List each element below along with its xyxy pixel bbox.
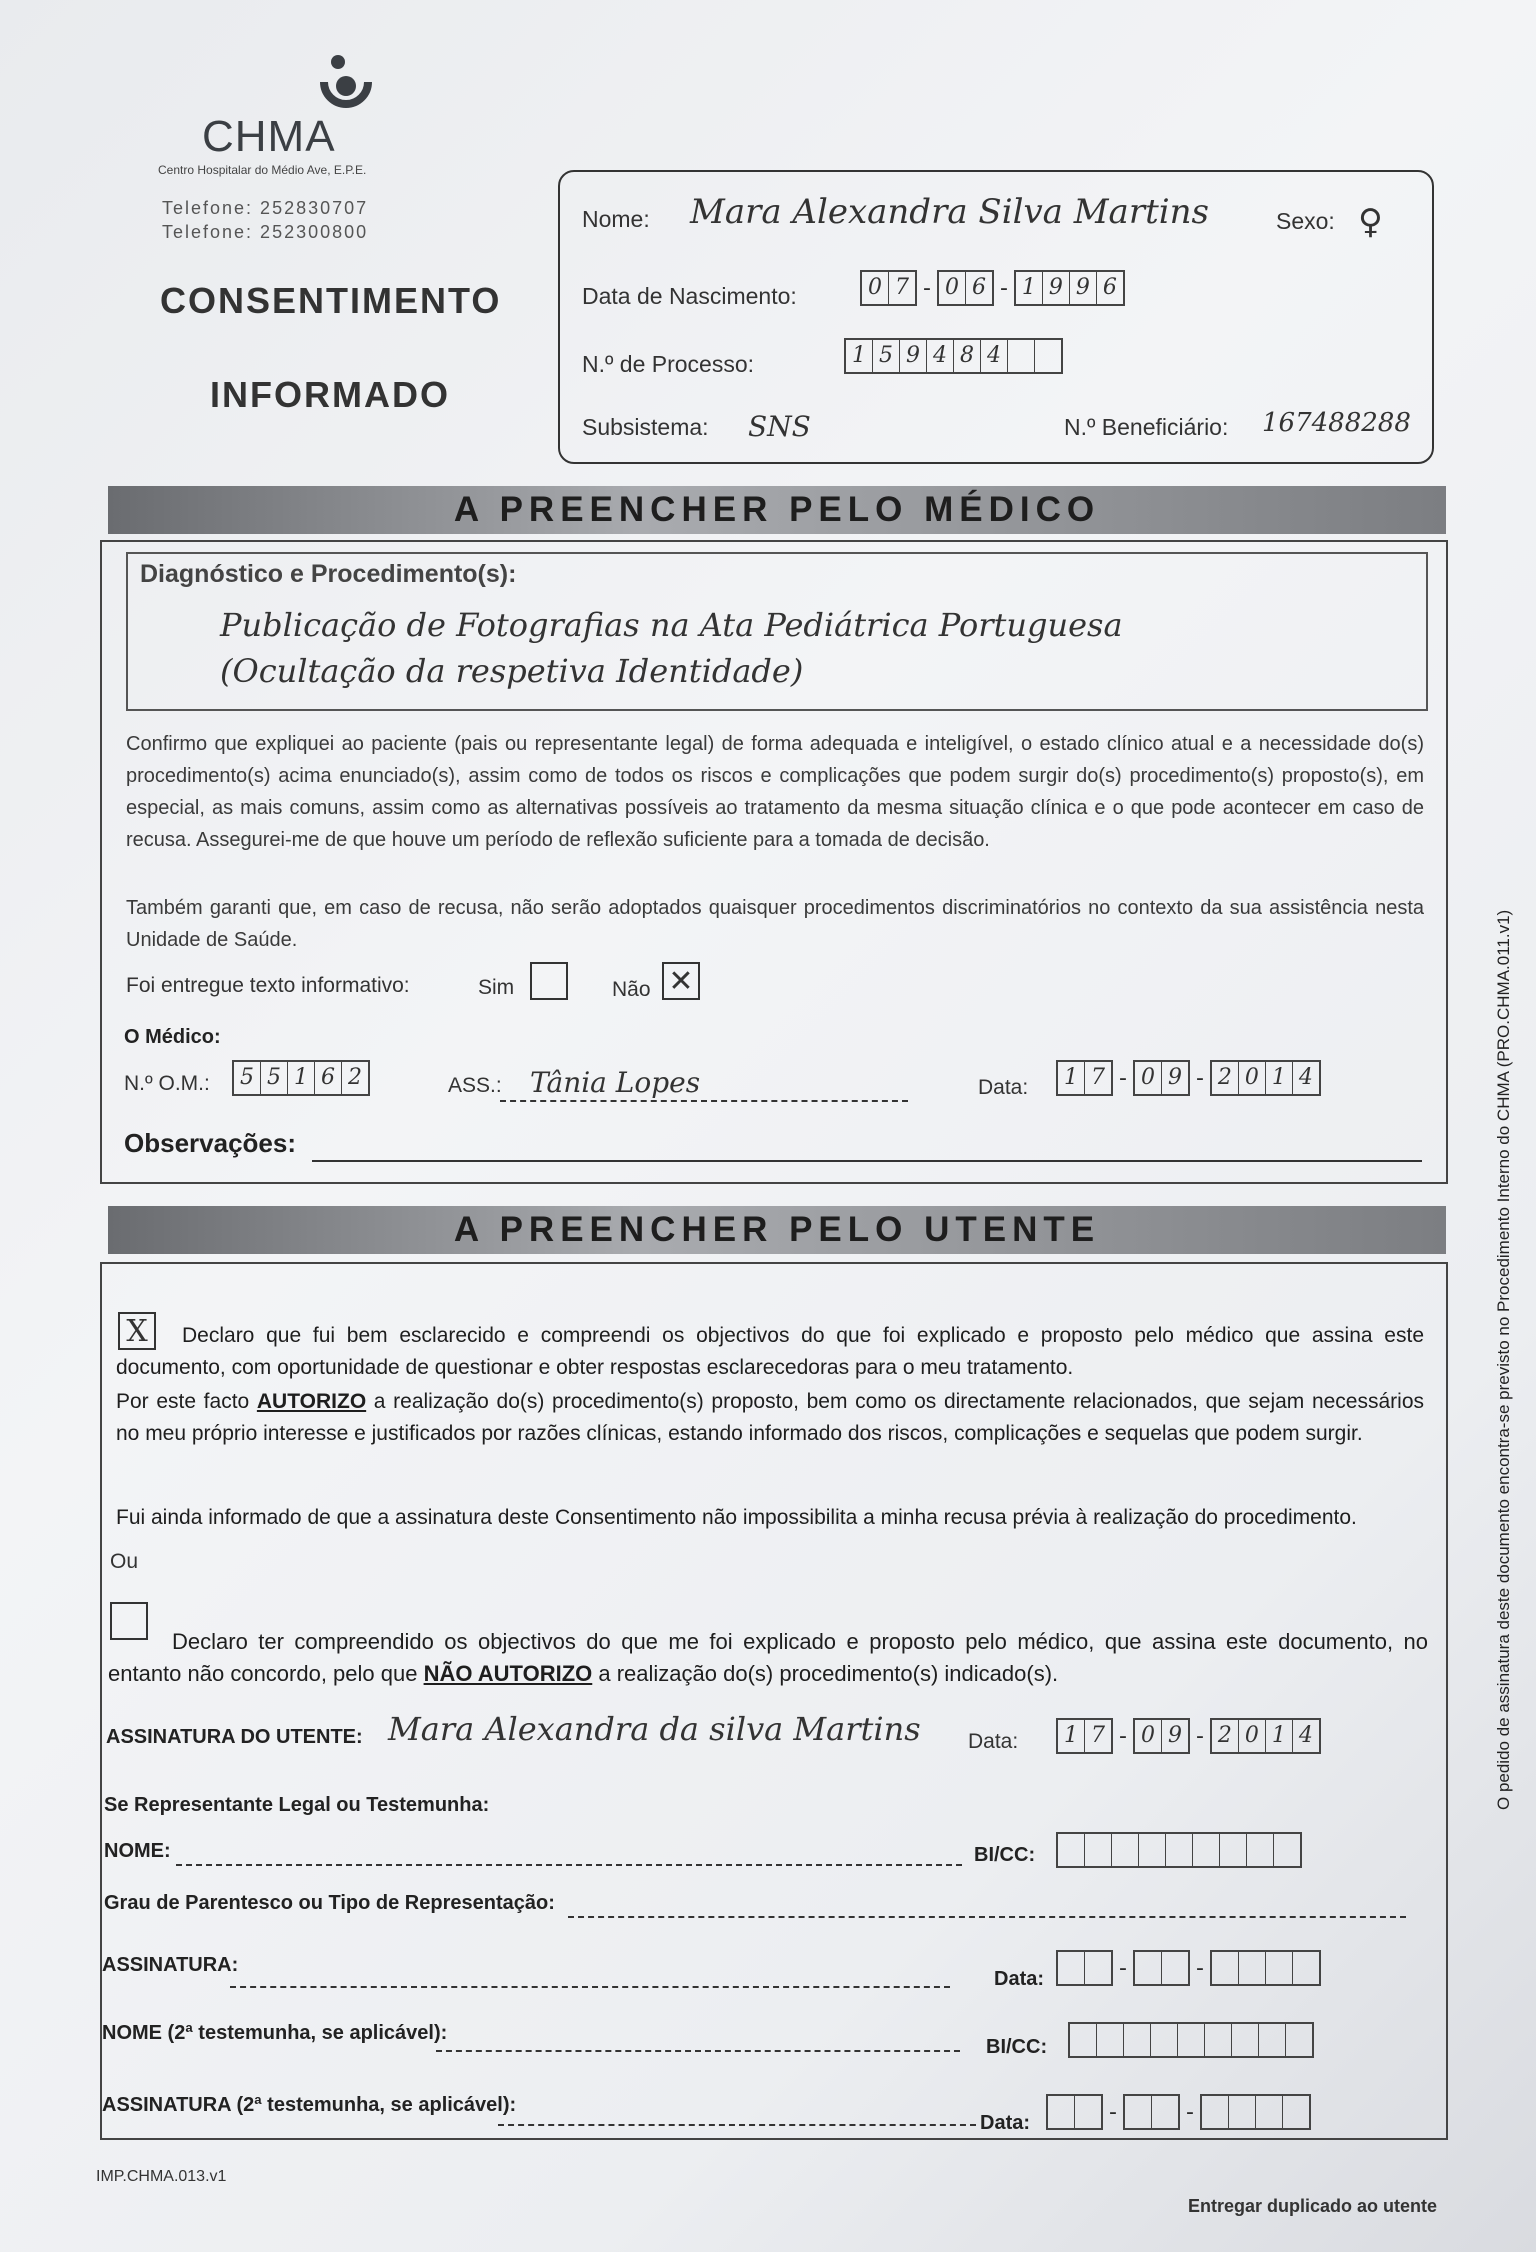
digit-box[interactable]: 9	[1070, 272, 1097, 304]
phone-1: Telefone: 252830707	[162, 198, 369, 218]
witness2-signature-field[interactable]	[498, 2124, 976, 2126]
beneficiary-value[interactable]: 167488288	[1262, 408, 1411, 438]
digit-box[interactable]	[1256, 2096, 1283, 2128]
digit-box[interactable]: 2	[1212, 1062, 1239, 1094]
digit-box[interactable]	[1058, 1834, 1085, 1866]
digit-box[interactable]: 0	[1135, 1720, 1162, 1752]
medico-label: O Médico:	[124, 1026, 221, 1048]
autorizo-text: AUTORIZO	[256, 1390, 367, 1413]
digit-box[interactable]	[1259, 2024, 1286, 2056]
digit-box[interactable]	[1232, 2024, 1259, 2056]
grau-field[interactable]	[568, 1916, 1406, 1918]
digit-box[interactable]: 4	[927, 340, 954, 372]
digit-box[interactable]	[1229, 2096, 1256, 2128]
digit-box[interactable]: 6	[1102, 275, 1117, 300]
subsystem-value[interactable]: SNS	[748, 410, 811, 443]
digit-box[interactable]: 5	[234, 1062, 261, 1094]
digit-box[interactable]: 1	[1266, 1720, 1293, 1752]
digit-box[interactable]	[1125, 2096, 1152, 2128]
digit-box[interactable]: 7	[895, 275, 909, 300]
rep-date-month[interactable]	[1133, 1950, 1190, 1986]
digit-box[interactable]	[1166, 1834, 1193, 1866]
digit-box[interactable]	[1205, 2024, 1232, 2056]
digit-box[interactable]	[1135, 1952, 1162, 1984]
name-value[interactable]: Mara Alexandra Silva Martins	[690, 192, 1209, 232]
ass-line	[500, 1100, 908, 1102]
diagnosis-label: Diagnóstico e Procedimento(s):	[140, 560, 517, 588]
digit-box[interactable]	[1202, 2096, 1229, 2128]
digit-box[interactable]	[1293, 1952, 1319, 1984]
title-line-1: CONSENTIMENTO	[160, 280, 502, 321]
dob-field[interactable]: 0 7 - 0 6 - 1 9 9 6	[860, 270, 1125, 306]
nao-label: Não	[612, 978, 651, 1001]
digit-box[interactable]: 7	[1091, 1723, 1105, 1748]
rep-date-label: Data:	[994, 1968, 1045, 1990]
digit-box[interactable]	[1283, 2096, 1309, 2128]
p1b-post: a realização do(s) procedimento(s) proposto, bem como os directamente relacionados, que sejam necessários no meu próprio interesse e justificados por razões clínicas, estando informado dos riscos, complicações e sequelas que podem surgir.	[116, 1390, 1424, 1445]
digit-box[interactable]	[1193, 1834, 1220, 1866]
witness2-date-field[interactable]: - -	[1046, 2094, 1311, 2130]
p1b-pre: Por este facto	[116, 1390, 257, 1413]
witness2-date-day[interactable]	[1046, 2094, 1103, 2130]
p2-pre: Declaro ter compreendido os objectivos do que me foi explicado e proposto pelo médico, que assina este documento, no entanto não concordo, pelo que	[108, 1629, 1428, 1686]
rep-date-day[interactable]	[1056, 1950, 1113, 1986]
rep-name-label: NOME:	[104, 1840, 171, 1862]
phone-2: Telefone: 252300800	[162, 222, 369, 242]
digit-box[interactable]	[1085, 1952, 1111, 1984]
representative-title: Se Representante Legal ou Testemunha:	[104, 1794, 490, 1816]
witness2-bicc-label: BI/CC:	[986, 2036, 1048, 2058]
digit-box[interactable]: 0	[1239, 1062, 1266, 1094]
digit-box[interactable]	[1178, 2024, 1205, 2056]
digit-box[interactable]: 4	[981, 340, 1008, 372]
diagnosis-line-1[interactable]: Publicação de Fotografias na Ata Pediátrica Portuguesa	[220, 606, 1123, 644]
authorize-checkbox[interactable]: X	[118, 1312, 156, 1350]
digit-box[interactable]	[1239, 1952, 1266, 1984]
witness2-signature-label: ASSINATURA (2ª testemunha, se aplicável):	[102, 2094, 517, 2116]
form-code: IMP.CHMA.013.v1	[96, 2168, 227, 2185]
digit-box[interactable]	[1151, 2024, 1178, 2056]
digit-box[interactable]: 4	[1298, 1723, 1313, 1748]
dob-day-boxes[interactable]	[860, 270, 917, 306]
digit-box[interactable]	[1139, 1834, 1166, 1866]
witness2-name-field[interactable]	[436, 2050, 960, 2052]
digit-box[interactable]: 6	[971, 275, 986, 300]
patient-signature-label: ASSINATURA DO UTENTE:	[106, 1726, 363, 1748]
digit-box[interactable]: 9	[900, 340, 927, 372]
ou-label: Ou	[110, 1550, 139, 1573]
digit-box[interactable]: 0	[862, 272, 889, 304]
digit-box[interactable]	[1070, 2024, 1097, 2056]
sim-label: Sim	[478, 976, 515, 999]
title-line-2: INFORMADO	[210, 374, 450, 415]
witness2-date-label: Data:	[980, 2112, 1031, 2134]
nao-checkbox[interactable]: ✕	[662, 962, 700, 1000]
digit-box[interactable]: 0	[1135, 1062, 1162, 1094]
authorize-paragraph-3: Fui ainda informado de que a assinatura deste Consentimento não impossibilita a minha recusa prévia à realização do procedimento.	[116, 1506, 1357, 1529]
digit-box[interactable]	[1048, 2096, 1075, 2128]
digit-box[interactable]	[1286, 2024, 1312, 2056]
refuse-paragraph	[108, 1626, 1428, 1690]
p2-post: a realização do(s) procedimento(s) indicado(s).	[592, 1661, 1059, 1686]
digit-box[interactable]: 4	[1298, 1065, 1313, 1090]
patient-date-day[interactable]	[1056, 1718, 1113, 1754]
rep-bicc-boxes[interactable]	[1056, 1832, 1302, 1868]
digit-box[interactable]: 7	[1091, 1065, 1105, 1090]
witness2-name-label: NOME (2ª testemunha, se aplicável):	[102, 2022, 448, 2044]
doctor-date-year[interactable]	[1210, 1060, 1321, 1096]
digit-box[interactable]: 9	[1167, 1065, 1182, 1090]
doctor-banner-text: A PREENCHER PELO MÉDICO	[453, 490, 1101, 529]
digit-box[interactable]	[1124, 2024, 1151, 2056]
diagnosis-line-2[interactable]: (Ocultação da respetiva Identidade)	[220, 652, 804, 690]
info-text-label: Foi entregue texto informativo:	[126, 974, 410, 997]
doctor-date-label: Data:	[978, 1076, 1029, 1099]
dob-month-boxes[interactable]	[937, 270, 994, 306]
dob-year-boxes[interactable]	[1014, 270, 1125, 306]
digit-box[interactable]	[1008, 340, 1035, 372]
patient-banner-text: A PREENCHER PELO UTENTE	[453, 1210, 1101, 1249]
digit-box[interactable]: 0	[1239, 1720, 1266, 1752]
digit-box[interactable]: 1	[1016, 272, 1043, 304]
witness2-bicc-boxes[interactable]	[1068, 2022, 1314, 2058]
logo-subtitle: Centro Hospitalar do Médio Ave, E.P.E.	[158, 163, 367, 177]
process-number-boxes[interactable]	[844, 338, 1063, 374]
digit-box[interactable]: 1	[288, 1062, 315, 1094]
patient-date-year[interactable]	[1210, 1718, 1321, 1754]
beneficiary-label: N.º Beneficiário:	[1064, 414, 1229, 440]
witness2-date-year[interactable]	[1200, 2094, 1311, 2130]
digit-box[interactable]: 2	[1212, 1720, 1239, 1752]
digit-box[interactable]	[1035, 340, 1061, 372]
om-number-boxes[interactable]	[232, 1060, 370, 1096]
grau-label: Grau de Parentesco ou Tipo de Representação:	[104, 1892, 555, 1914]
subsystem-label: Subsistema:	[582, 414, 709, 440]
om-label: N.º O.M.:	[124, 1072, 210, 1095]
name-label: Nome:	[582, 206, 650, 232]
witness2-date-month[interactable]	[1123, 2094, 1180, 2130]
digit-box[interactable]: 9	[1167, 1723, 1182, 1748]
rep-date-field[interactable]: - -	[1056, 1950, 1321, 1986]
rep-signature-label: ASSINATURA:	[102, 1954, 239, 1976]
digit-box[interactable]: 1	[1058, 1062, 1085, 1094]
patient-signature[interactable]: Mara Alexandra da silva Martins	[388, 1710, 921, 1748]
doctor-date-field[interactable]: 1 7 - 0 9 - 2 0 1 4	[1056, 1060, 1321, 1096]
digit-box[interactable]	[1058, 1952, 1085, 1984]
patient-date-field[interactable]: 1 7 - 0 9 - 2 0 1 4	[1056, 1718, 1321, 1754]
digit-box[interactable]	[1097, 2024, 1124, 2056]
digit-box[interactable]	[1112, 1834, 1139, 1866]
digit-box[interactable]: 1	[1266, 1062, 1293, 1094]
side-legal-text: O pedido de assinatura deste documento encontra-se previsto no Procedimento Interno do CHMA (PRO.CHMA.011.v1)	[1494, 909, 1513, 1810]
sim-checkbox[interactable]	[530, 962, 568, 1000]
authorize-paragraph-1: Declaro que fui bem esclarecido e compreendi os objectivos do que foi explicado e proposto pelo médico que assina este documento, com oportunidade de questionar e obter respostas esclarecedoras para o meu tratamento.	[116, 1324, 1424, 1379]
nao-autorizo-text: NÃO AUTORIZO	[423, 1661, 593, 1686]
digit-box[interactable]	[1266, 1952, 1293, 1984]
digit-box[interactable]: 5	[261, 1062, 288, 1094]
doctor-section-banner	[108, 486, 1446, 534]
patient-section-banner	[108, 1206, 1446, 1254]
digit-box[interactable]: 0	[939, 272, 966, 304]
digit-box[interactable]: 2	[348, 1065, 362, 1090]
digit-box[interactable]	[1274, 1834, 1300, 1866]
digit-box[interactable]	[1212, 1952, 1239, 1984]
observations-label: Observações:	[124, 1128, 296, 1158]
authorize-paragraph-2	[116, 1386, 1424, 1450]
rep-name-field[interactable]	[176, 1864, 962, 1866]
rep-bicc-label: BI/CC:	[974, 1844, 1036, 1866]
digit-box[interactable]	[1152, 2096, 1178, 2128]
logo-name: CHMA	[202, 112, 336, 161]
digit-box[interactable]	[1220, 1834, 1247, 1866]
patient-date-month[interactable]	[1133, 1718, 1190, 1754]
doctor-guarantee-paragraph: Também garanti que, em caso de recusa, não serão adoptados quaisquer procedimentos discriminatórios no contexto da sua assistência nesta Unidade de Saúde.	[126, 897, 1424, 951]
footer-note: Entregar duplicado ao utente	[1188, 2196, 1438, 2216]
digit-box[interactable]: 1	[1058, 1720, 1085, 1752]
process-label: N.º de Processo:	[582, 351, 755, 377]
digit-box[interactable]: 5	[873, 340, 900, 372]
digit-box[interactable]: 6	[315, 1062, 342, 1094]
rep-signature-field[interactable]	[230, 1986, 950, 1988]
doctor-date-month[interactable]	[1133, 1060, 1190, 1096]
rep-date-year[interactable]	[1210, 1950, 1321, 1986]
digit-box[interactable]	[1162, 1952, 1188, 1984]
digit-box[interactable]	[1075, 2096, 1101, 2128]
digit-box[interactable]	[1085, 1834, 1112, 1866]
dob-label: Data de Nascimento:	[582, 283, 797, 309]
digit-box[interactable]: 9	[1043, 272, 1070, 304]
doctor-date-day[interactable]	[1056, 1060, 1113, 1096]
ass-label: ASS.:	[448, 1074, 502, 1097]
patient-date-label: Data:	[968, 1730, 1019, 1753]
digit-box[interactable]	[1247, 1834, 1274, 1866]
sex-value[interactable]: ♀	[1358, 202, 1383, 242]
doctor-confirmation-paragraph: Confirmo que expliquei ao paciente (pais ou representante legal) de forma adequada e inteligível, o estado clínico atual e a necessidade do(s) procedimento(s) acima enunciado(s), assim como de todos os riscos e complicações que podem surgir do(s) procedimento(s) proposto(s), em especial, as mais comuns, assim como as alternativas possíveis ao tratamento da mesma situação clínica e o que pode acontecer em caso de recusa. Assegurei-me de que houve um período de reflexão suficiente para a tomada de decisão.	[126, 733, 1424, 851]
observations-field[interactable]	[312, 1160, 1422, 1162]
sex-label: Sexo:	[1276, 208, 1335, 234]
doctor-signature[interactable]: Tânia Lopes	[530, 1066, 701, 1099]
digit-box[interactable]: 1	[846, 340, 873, 372]
digit-box[interactable]: 8	[954, 340, 981, 372]
